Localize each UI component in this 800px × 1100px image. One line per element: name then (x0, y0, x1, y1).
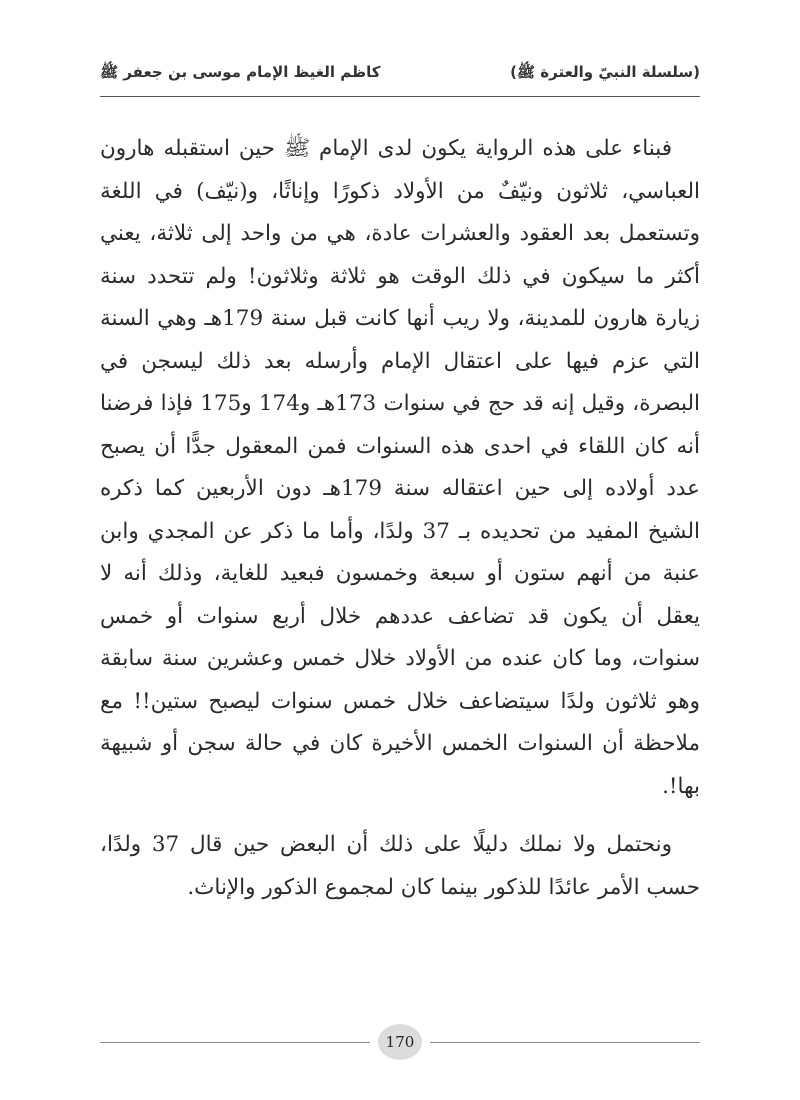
footer-rule-right (430, 1042, 700, 1043)
header-divider (100, 96, 700, 97)
running-header (100, 58, 700, 90)
main-text (100, 128, 700, 909)
page-footer (100, 1024, 700, 1060)
book-title: كاظم الغيظ الإمام موسى بن جعفر ﷺ (100, 63, 381, 81)
page-number: 170 (378, 1024, 422, 1060)
paragraph: ونحتمل ولا نملك دليلًا على ذلك أن البعض حين قال 37 ولدًا، حسب الأمر عائدًا للذكور بينما كان لمجموع الذكور والإناث. (100, 832, 700, 900)
footer-rule-left (100, 1042, 370, 1043)
paragraph: فبناء على هذه الرواية يكون لدى الإمام ﷺ حين استقبله هارون العباسي، ثلاثون ونيّفٌ من الأولاد ذكورًا وإناثًا، و(نيّف) في اللغة وتستعمل بعد العقود والعشرات عادة، هي من واحد إلى ثلاثة، يعني أكثر ما سيكون في ذلك الوقت هو ثلاثة وثلاثون! ولم تتحدد سنة زيارة هارون للمدينة، ولا ريب أنها كانت قبل سنة 179هـ وهي السنة التي عزم فيها على اعتقال الإمام وأرسله بعد ذلك ليسجن في البصرة، وقيل إنه قد حج في سنوات 173هـ و174 و175 فإذا فرضنا أنه كان اللقاء في احدى هذه السنوات فمن المعقول جدًّا أن يصبح عدد أولاده إلى حين اعتقاله سنة 179هـ دون الأربعين كما ذكره الشيخ المفيد من تحديده بـ 37 ولدًا، وأما ما ذكر عن المجدي وابن عنبة من أنهم ستون أو سبعة وخمسون فبعيد للغاية، وذلك أنه لا يعقل أن يكون قد تضاعف عددهم خلال أربع سنوات أو خمس سنوات، وما كان عنده من الأولاد خلال خمس وعشرين سنة سابقة وهو ثلاثون ولدًا سيتضاعف خلال خمس سنوات ليصبح ستين!! مع ملاحظة أن السنوات الخمس الأخيرة كان في حالة سجن أو شبيهة بها!. (100, 136, 701, 799)
series-title: (سلسلة النبيّ والعترة ﷺ) (510, 63, 700, 81)
